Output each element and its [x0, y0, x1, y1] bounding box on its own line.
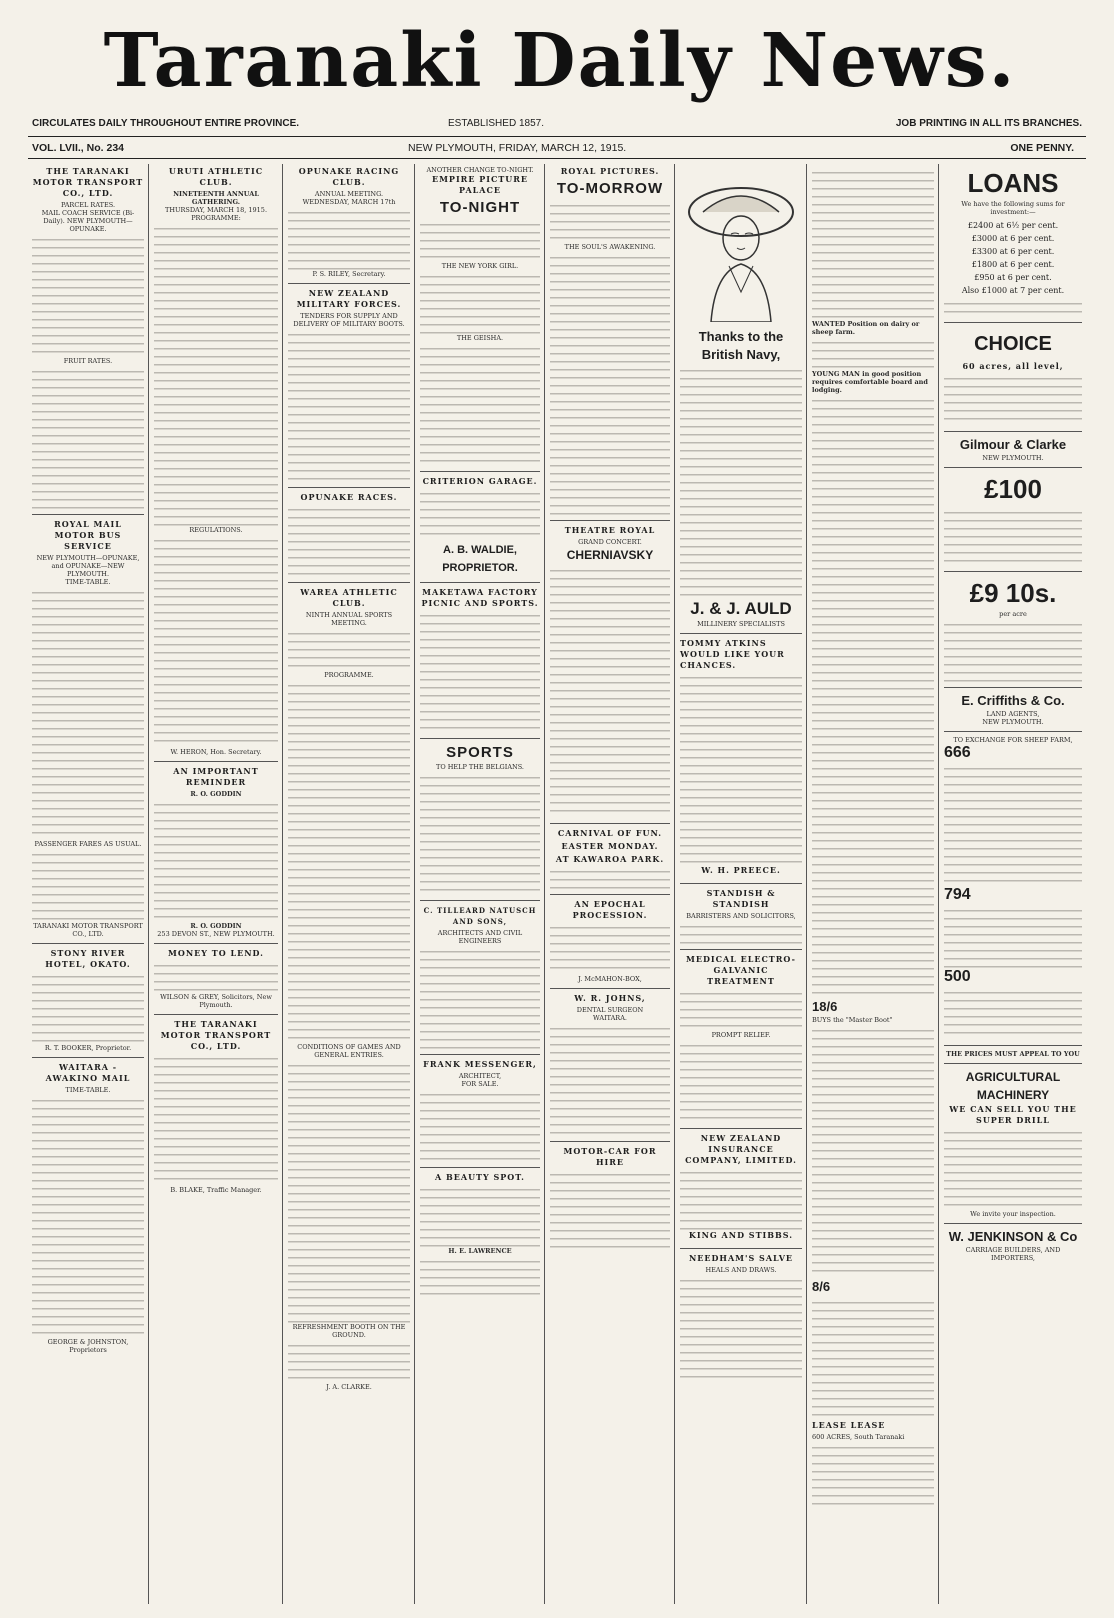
ad-medical-treatment: MEDICAL ELECTRO-GALVANIC TREATMENT PROMPT RELIEF.	[680, 950, 802, 1129]
column-divider	[938, 164, 939, 1604]
column-divider	[148, 164, 149, 1604]
classifieds-top: WANTED Position on dairy or sheep farm. YOUNG MAN in good position requires comfortable board and lodging. 18/6 BUYS the "Master Boot" 8/6 LEASE LEASE 600 ACRES, South Taranaki	[812, 162, 934, 1510]
loan-item: £950 at 6 per cent.	[974, 273, 1052, 282]
established-year: ESTABLISHED 1857.	[448, 118, 544, 129]
issue-date: NEW PLYMOUTH, FRIDAY, MARCH 12, 1915.	[408, 142, 627, 154]
column-5	[546, 162, 674, 1606]
ad-frank-messenger: FRANK MESSENGER, ARCHITECT, FOR SALE.	[420, 1055, 540, 1168]
ad-military-forces-tenders: NEW ZEALAND MILITARY FORCES. TENDERS FOR SUPPLY AND DELIVERY OF MILITARY BOOTS.	[288, 284, 410, 488]
ad-standish-solicitors: STANDISH & STANDISH BARRISTERS AND SOLICITORS,	[680, 884, 802, 950]
ad-100-pounds: £100	[944, 468, 1082, 572]
ad-sports-belgians: SPORTS TO HELP THE BELGIANS.	[420, 739, 540, 901]
ad-tommy-atkins: TOMMY ATKINS WOULD LIKE YOUR CHANCES. W. H. PREECE.	[680, 634, 802, 884]
volume-number: VOL. LVII., No. 234	[32, 142, 124, 154]
ad-beauty-spot: A BEAUTY SPOT. H. E. LAWRENCE	[420, 1168, 540, 1304]
ad-carnival-of-fun: CARNIVAL OF FUN. EASTER MONDAY. AT KAWAROA PARK.	[550, 824, 670, 895]
loan-item: £1800 at 6 per cent.	[971, 260, 1055, 269]
masthead	[0, 0, 1114, 160]
ad-maketawa-picnic: MAKETAWA FACTORY PICNIC AND SPORTS.	[420, 583, 540, 739]
ad-criterion-garage: CRITERION GARAGE. A. B. WALDIE, PROPRIETOR.	[420, 472, 540, 583]
column-1	[28, 162, 148, 1606]
column-6	[676, 162, 806, 1606]
newspaper-title: Taranaki Daily News.	[103, 18, 1017, 104]
masthead-rule-top	[28, 136, 1086, 137]
job-printing-tagline: JOB PRINTING IN ALL ITS BRANCHES.	[895, 118, 1082, 129]
ad-waitara-awakino-mail: WAITARA - AWAKINO MAIL TIME-TABLE. GEORGE & JOHNSTON, Proprietors	[32, 1058, 144, 1359]
ad-opunake-racing-club: OPUNAKE RACING CLUB. ANNUAL MEETING. WEDNESDAY, MARCH 17th P. S. RILEY, Secretary.	[288, 162, 410, 284]
ad-jenkinson-carriage: W. JENKINSON & Co CARRIAGE BUILDERS, AND IMPORTERS,	[948, 1229, 1078, 1262]
ad-choice-land: CHOICE 60 acres, all level,	[944, 323, 1082, 432]
ad-taranaki-motor-transport: THE TARANAKI MOTOR TRANSPORT CO., LTD. B. BLAKE, Traffic Manager.	[154, 1015, 278, 1199]
loan-item: Also £1000 at 7 per cent.	[961, 286, 1065, 295]
ad-uruti-athletic-club: URUTI ATHLETIC CLUB. NINETEENTH ANNUAL GATHERING. THURSDAY, MARCH 18, 1915. PROGRAMME: REGULATIONS. W. HERON, Hon. Secretary.	[154, 162, 278, 762]
ad-farm-listings: TO EXCHANGE FOR SHEEP FARM, 666 794 500	[944, 732, 1082, 1046]
column-8	[940, 162, 1086, 1606]
ad-nine-pound-ten: £9 10s. per acre	[944, 572, 1082, 688]
ad-natusch-architects: C. TILLEARD NATUSCH AND SONS, ARCHITECTS AND CIVIL ENGINEERS	[420, 901, 540, 1055]
ad-epochal-procession: AN EPOCHAL PROCESSION. J. McMAHON-BOX,	[550, 895, 670, 989]
ad-nz-insurance: NEW ZEALAND INSURANCE COMPANY, LIMITED. KING AND STIBBS.	[680, 1129, 802, 1249]
issue-price: ONE PENNY.	[1010, 142, 1074, 154]
column-divider	[282, 164, 283, 1604]
masthead-rule-bottom	[28, 158, 1086, 159]
column-divider	[806, 164, 807, 1604]
ad-needhams-salve: NEEDHAM'S SALVE HEALS AND DRAWS.	[680, 1249, 802, 1383]
ad-british-navy-millinery: Thanks to the British Navy, J. & J. AULD MILLINERY SPECIALISTS	[680, 162, 802, 634]
column-divider	[674, 164, 675, 1604]
ad-empire-picture-palace: ANOTHER CHANGE TO-NIGHT. EMPIRE PICTURE PALACE TO-NIGHT THE NEW YORK GIRL. THE GEISHA.	[420, 162, 540, 472]
ad-gilmour-clarke: Gilmour & Clarke NEW PLYMOUTH.	[944, 432, 1082, 468]
ad-griffiths-land-agents: E. Criffiths & Co. LAND AGENTS, NEW PLYMOUTH.	[944, 688, 1082, 732]
ad-agricultural-machinery: AGRICULTURAL MACHINERY WE CAN SELL YOU THE SUPER DRILL We invite your inspection.	[944, 1064, 1082, 1224]
loan-item: £3300 at 6 per cent.	[971, 247, 1055, 256]
ad-dental-surgeon: W. R. JOHNS, DENTAL SURGEON WAITARA.	[550, 989, 670, 1142]
column-2	[150, 162, 282, 1606]
ad-motor-car-hire: MOTOR-CAR FOR HIRE	[550, 1142, 670, 1257]
column-divider	[414, 164, 415, 1604]
ad-money-to-lend: MONEY TO LEND. WILSON & GREY, Solicitors, New Plymouth.	[154, 944, 278, 1015]
column-divider	[544, 164, 545, 1604]
loan-item: £2400 at 6½ per cent.	[967, 221, 1059, 230]
ad-loans: LOANS We have the following sums for investment:— £2400 at 6½ per cent. £3000 at 6 per cent. £3300 at 6 per cent. £1800 at 6 per cent. £950 at 6 per cent. Also £1000 at 7 per cent.	[944, 162, 1082, 323]
ad-warea-athletic-club: WAREA ATHLETIC CLUB. NINTH ANNUAL SPORTS MEETING. PROGRAMME. CONDITIONS OF GAMES AND GENERAL ENTRIES. REFRESHMENT BOOTH ON THE GROUND. J. A. CLARKE.	[288, 583, 410, 1396]
column-4	[416, 162, 544, 1606]
loan-list	[944, 219, 1082, 297]
ad-opunake-races: OPUNAKE RACES.	[288, 488, 410, 583]
column-3	[284, 162, 414, 1606]
circulation-tagline: CIRCULATES DAILY THROUGHOUT ENTIRE PROVINCE.	[32, 118, 300, 129]
ad-royal-mail-bus: ROYAL MAIL MOTOR BUS SERVICE NEW PLYMOUTH—OPUNAKE, and OPUNAKE—NEW PLYMOUTH. TIME-TABLE. PASSENGER FARES AS USUAL. TARANAKI MOTOR TRANSPORT CO., LTD.	[32, 515, 144, 944]
column-7	[808, 162, 938, 1606]
ad-motor-transport-parcels: THE TARANAKI MOTOR TRANSPORT CO., LTD. PARCEL RATES. MAIL COACH SERVICE (Bi-Daily). NEW PLYMOUTH—OPUNAKE. FRUIT RATES.	[32, 162, 144, 515]
loan-item: £3000 at 6 per cent.	[971, 234, 1055, 243]
ad-prices-appeal: THE PRICES MUST APPEAL TO YOU	[944, 1046, 1082, 1064]
ad-important-reminder: AN IMPORTANT REMINDER R. O. GODDIN R. O. GODDIN 253 DEVON ST., NEW PLYMOUTH.	[154, 762, 278, 944]
woman-portrait-illustration	[681, 172, 801, 322]
ad-stony-river-hotel: STONY RIVER HOTEL, OKATO. R. T. BOOKER, Proprietor.	[32, 944, 144, 1058]
ad-theatre-royal: THEATRE ROYAL GRAND CONCERT. CHERNIAVSKY	[550, 521, 670, 824]
ad-royal-pictures: ROYAL PICTURES. TO-MORROW THE SOUL'S AWAKENING.	[550, 162, 670, 521]
